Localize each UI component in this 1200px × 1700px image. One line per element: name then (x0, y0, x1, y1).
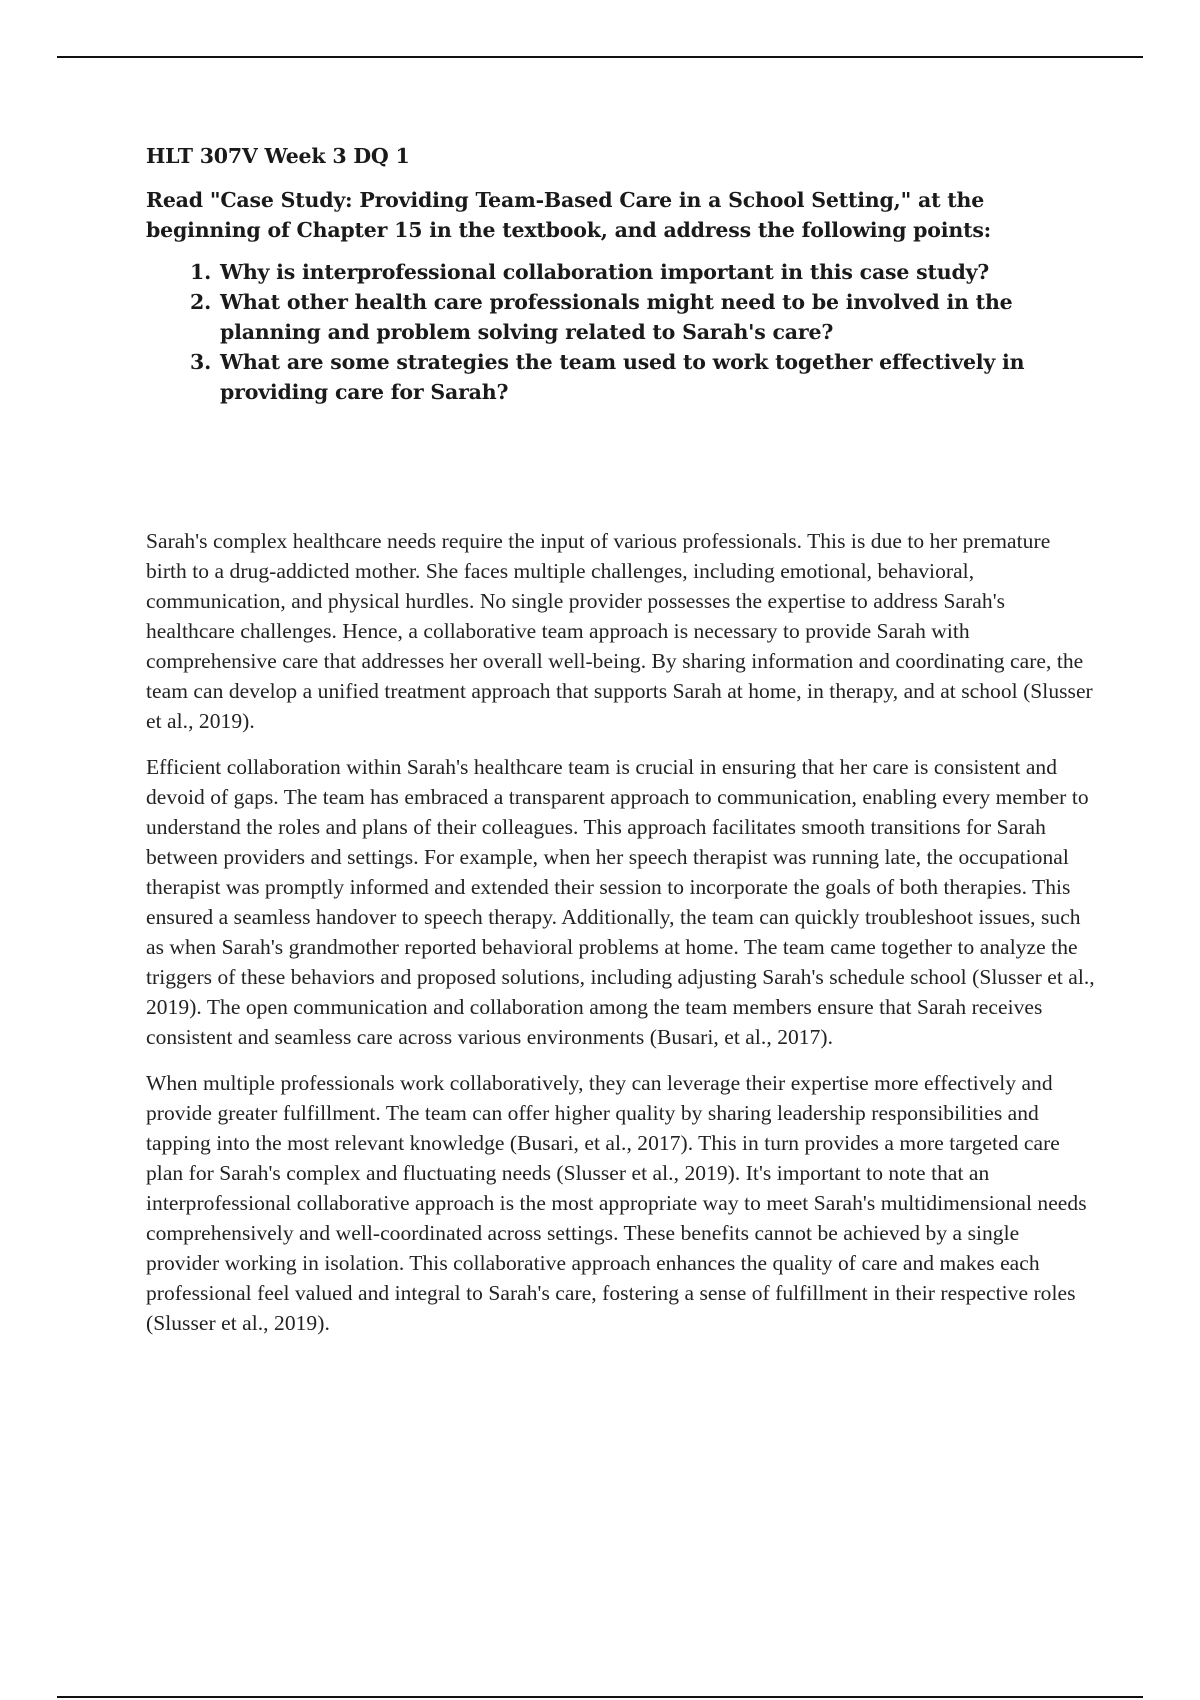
body-paragraph: Efficient collaboration within Sarah's healthcare team is crucial in ensuring that her care is consistent and devoid of gaps. The team has embraced a transparent approach to communication, enabling every member to understand the roles and plans of their colleagues. This approach facilitates smooth transitions for Sarah between providers and settings. For example, when her speech therapist was running late, the occupational therapist was promptly informed and extended their session to incorporate the goals of both therapies. This ensured a seamless handover to speech therapy. Additionally, the team can quickly troubleshoot issues, such as when Sarah's grandmother reported behavioral problems at home. The team came together to analyze the triggers of these behaviors and proposed solutions, including adjusting Sarah's schedule school (Slusser et al., 2019). The open communication and collaboration among the team members ensure that Sarah receives consistent and seamless care across various environments (Busari, et al., 2017). (146, 755, 1095, 1049)
bottom-rule (57, 1696, 1143, 1698)
question-item: 1. Why is interprofessional collaboration important in this case study? (218, 257, 1096, 287)
response-body (146, 526, 1096, 1354)
assignment-prompt: Read "Case Study: Providing Team-Based Care in a School Setting," at the beginning of Chapter 15 in the textbook, and address the following points: (146, 188, 992, 242)
question-item: 2. What other health care professionals might need to be involved in the planning and problem solving related to Sarah's care? (218, 287, 1096, 347)
assignment-header (146, 141, 1096, 407)
body-paragraph: When multiple professionals work collaboratively, they can leverage their expertise more effectively and provide greater fulfillment. The team can offer higher quality by sharing leadership responsibilities and tapping into the most relevant knowledge (Busari, et al., 2017). This in turn provides a more targeted care plan for Sarah's complex and fluctuating needs (Slusser et al., 2019). It's important to note that an interprofessional collaborative approach is the most appropriate way to meet Sarah's multidimensional needs comprehensively and well-coordinated across settings. These benefits cannot be achieved by a single provider working in isolation. This collaborative approach enhances the quality of care and makes each professional feel valued and integral to Sarah's care, fostering a sense of fulfillment in their respective roles (Slusser et al., 2019). (146, 1071, 1087, 1335)
question-item: 3. What are some strategies the team used to work together effectively in providing care for Sarah? (218, 347, 1096, 407)
question-list (146, 257, 1096, 407)
body-paragraph: Sarah's complex healthcare needs require the input of various professionals. This is due to her premature birth to a drug-addicted mother. She faces multiple challenges, including emotional, behavioral, communication, and physical hurdles. No single provider possesses the expertise to address Sarah's healthcare challenges. Hence, a collaborative team approach is necessary to provide Sarah with comprehensive care that addresses her overall well-being. By sharing information and coordinating care, the team can develop a unified treatment approach that supports Sarah at home, in therapy, and at school (Slusser et al., 2019). (146, 529, 1093, 733)
top-rule (57, 56, 1143, 58)
document-title: HLT 307V Week 3 DQ 1 (146, 144, 410, 168)
